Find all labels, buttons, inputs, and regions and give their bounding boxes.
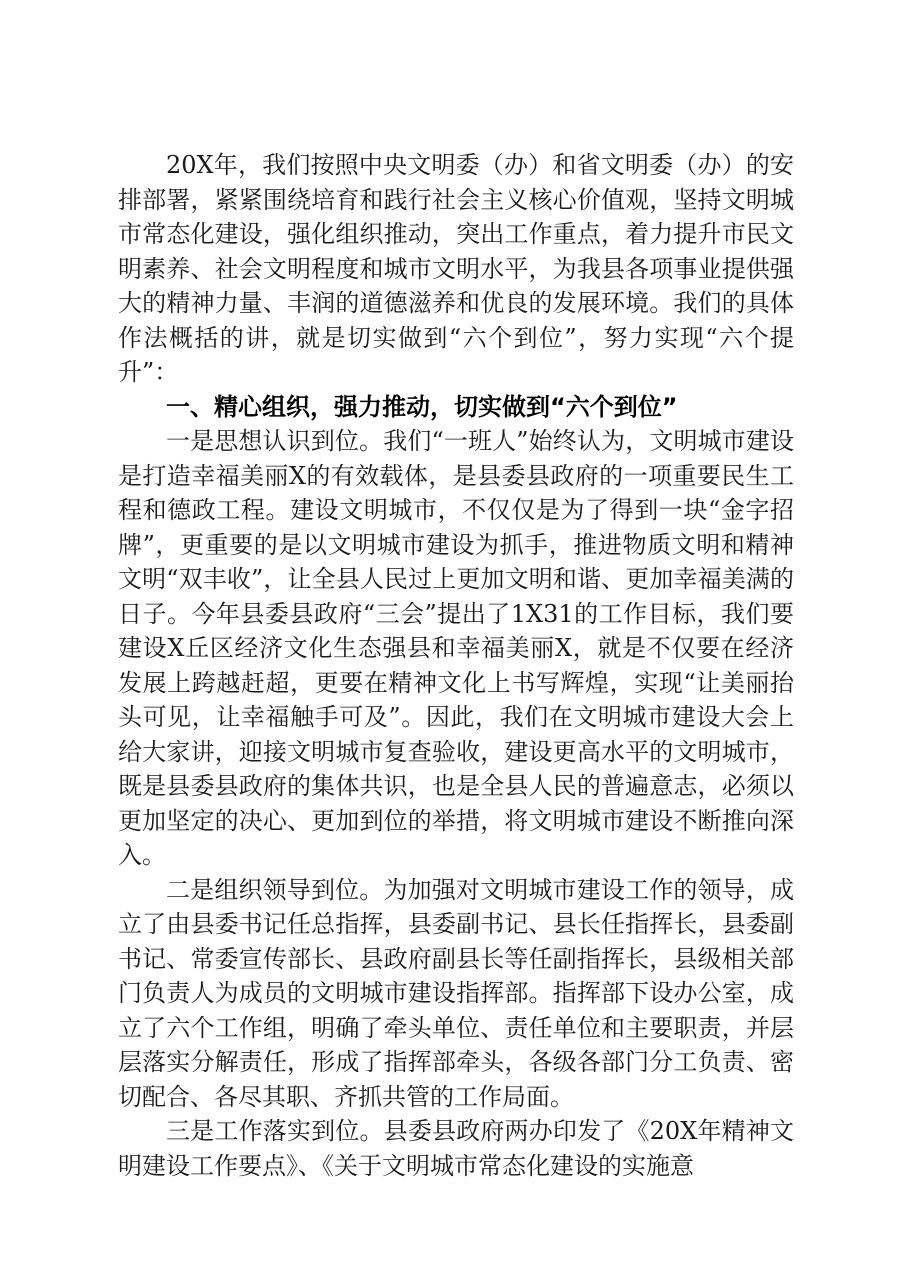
paragraph-leadership: 二是组织领导到位。为加强对文明城市建设工作的领导，成立了由县委书记任总指挥，县委副书记、县长任指挥长，县委副书记、常委宣传部长、县政府副县长等任副指挥长，县级相关部门负责人为成员的文明城市建设指挥部。指挥部下设办公室，成立了六个工作组，明确了牵头单位、责任单位和主要职责，并层层落实分解责任，形成了指挥部牵头，各级各部门分工负责、密切配合、各尽其职、齐抓共管的工作局面。 — [118, 875, 794, 1111]
intro-paragraph: 20X年，我们按照中央文明委（办）和省文明委（办）的安排部署，紧紧围绕培育和践行社会主义核心价值观，坚持文明城市常态化建设，强化组织推动，突出工作重点，着力提升市民文明素养、社会文明程度和城市文明水平，为我县各项事业提供强大的精神力量、丰润的道德滋养和优良的发展环境。我们的具体作法概括的讲，就是切实做到“六个到位”，努力实现“六个提升”： — [118, 151, 794, 386]
section-heading-1: 一、精心组织，强力推动，切实做到“六个到位” — [166, 392, 678, 421]
paragraph-implementation: 三是工作落实到位。县委县政府两办印发了《20X年精神文明建设工作要点》、《关于文明城市常态化建设的实施意 — [118, 1117, 794, 1180]
document-body — [118, 148, 794, 1183]
paragraph-ideology: 一是思想认识到位。我们“一班人”始终认为，文明城市建设是打造幸福美丽X的有效载体，是县委县政府的一项重要民生工程和德政工程。建设文明城市，不仅仅是为了得到一块“金字招牌”，更重要的是以文明城市建设为抓手，推进物质文明和精神文明“双丰收”，让全县人民过上更加文明和谐、更加幸福美满的日子。今年县委县政府“三会”提出了1X31的工作目标，我们要建设X丘区经济文化生态强县和幸福美丽X，就是不仅要在经济发展上跨越赶超，更要在精神文化上书写辉煌，实现“让美丽抬头可见，让幸福触手可及”。因此，我们在文明城市建设大会上给大家讲，迎接文明城市复查验收，建设更高水平的文明城市，既是县委县政府的集体共识，也是全县人民的普遍意志，必须以更加坚定的决心、更加到位的举措，将文明城市建设不断推向深入。 — [118, 427, 794, 869]
